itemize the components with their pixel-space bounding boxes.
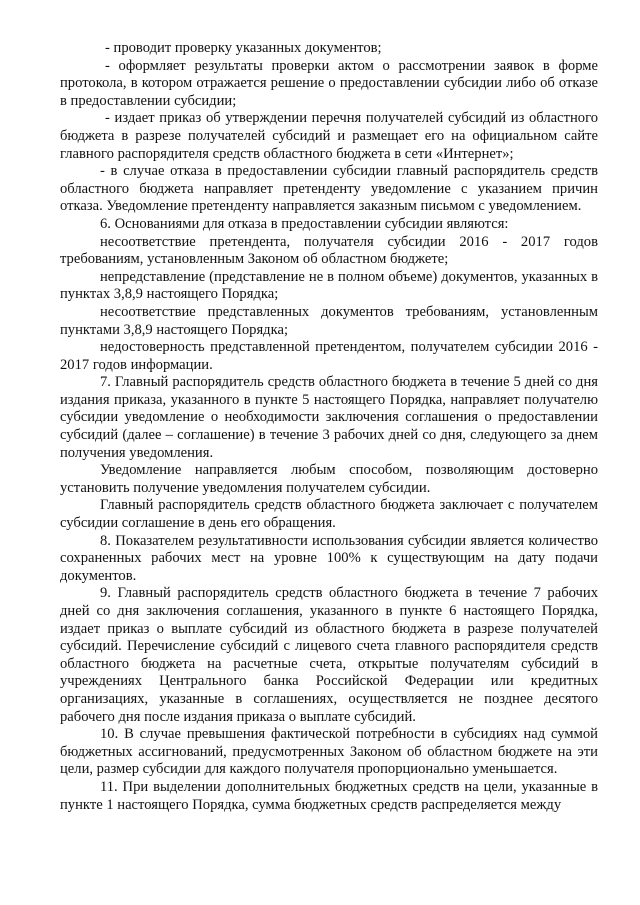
paragraph-6-heading: 6. Основаниями для отказа в предоставлении субсидии являются: <box>100 215 509 232</box>
paragraph-9: 9. Главный распорядитель средств областного бюджета в течение 7 рабочих дней со дня заключения соглашения, указанного в пункте 6 настоящего Порядка, издает приказ о выплате субсидий из областного бюджета в разрезе получателей субсидий. Перечисление субсидий с лицевого счета главного распорядителя средств областного бюджета на расчетные счета, открытые получателям субсидий в учреждениях Центрального банка Российской Федерации или кредитных организациях, указанные в соглашениях, осуществляется не позднее десятого рабочего дня после издания приказа о выплате субсидий. <box>60 585 598 725</box>
paragraph-6-item-2: непредставление (представление не в полном объеме) документов, указанных в пунктах 3,8,9 настоящего Порядка; <box>60 268 598 303</box>
paragraph-7-agreement: Главный распорядитель средств областного бюджета заключает с получателем субсидии соглашение в день его обращения. <box>60 497 598 532</box>
paragraph-refusal-notice: - в случае отказа в предоставлении субсидии главный распорядитель средств областного бюджета направляет претенденту уведомление с указанием причин отказа. Уведомление претенденту направляется заказным письмом с уведомлением. <box>60 163 598 215</box>
paragraph-11: 11. При выделении дополнительных бюджетных средств на цели, указанные в пункте 1 настоящего Порядка, сумма бюджетных средств распределяется между <box>60 778 598 813</box>
paragraph-protocol: - оформляет результаты проверки актом о рассмотрении заявок в форме протокола, в котором отражается решение о предоставлении субсидии либо об отказе в предоставлении субсидии; <box>60 57 598 109</box>
paragraph-7-notice: Уведомление направляется любым способом, позволяющим достоверно установить получение уведомления получателем субсидии. <box>60 462 598 496</box>
paragraph-6-item-1: несоответствие претендента, получателя субсидии 2016 - 2017 годов требованиям, установленным Законом об областном бюджете; <box>60 233 598 268</box>
paragraph-6-item-4: недостоверность представленной претендентом, получателем субсидии 2016 - 2017 годов информации. <box>60 339 598 373</box>
paragraph-8: 8. Показателем результативности использования субсидии является количество сохраненных рабочих мест на уровне 100% к существующим на дату подачи документов. <box>60 532 598 584</box>
paragraph-order-list: - издает приказ об утверждении перечня получателей субсидий из областного бюджета в разрезе получателей субсидий и размещает его на официальном сайте главного распорядителя средств областного бюджета в сети «Интернет»; <box>60 110 598 162</box>
paragraph-6-item-3: несоответствие представленных документов требованиям, установленным пунктами 3,8,9 настоящего Порядка; <box>60 303 598 338</box>
paragraph-10: 10. В случае превышения фактической потребности в субсидиях над суммой бюджетных ассигнований, предусмотренных Законом об областном бюджете на эти цели, размер субсидии для каждого получателя пропорционально уменьшается. <box>60 726 598 778</box>
paragraph-check-documents: - проводит проверку указанных документов; <box>105 40 382 56</box>
paragraph-7: 7. Главный распорядитель средств областного бюджета в течение 5 дней со дня издания приказа, указанного в пункте 5 настоящего Порядка, направляет получателю субсидии уведомление о необходимости заключения соглашения о предоставлении субсидий (далее – соглашение) в течение 3 рабочих дней со дня, следующего за днем получения уведомления. <box>60 374 598 461</box>
